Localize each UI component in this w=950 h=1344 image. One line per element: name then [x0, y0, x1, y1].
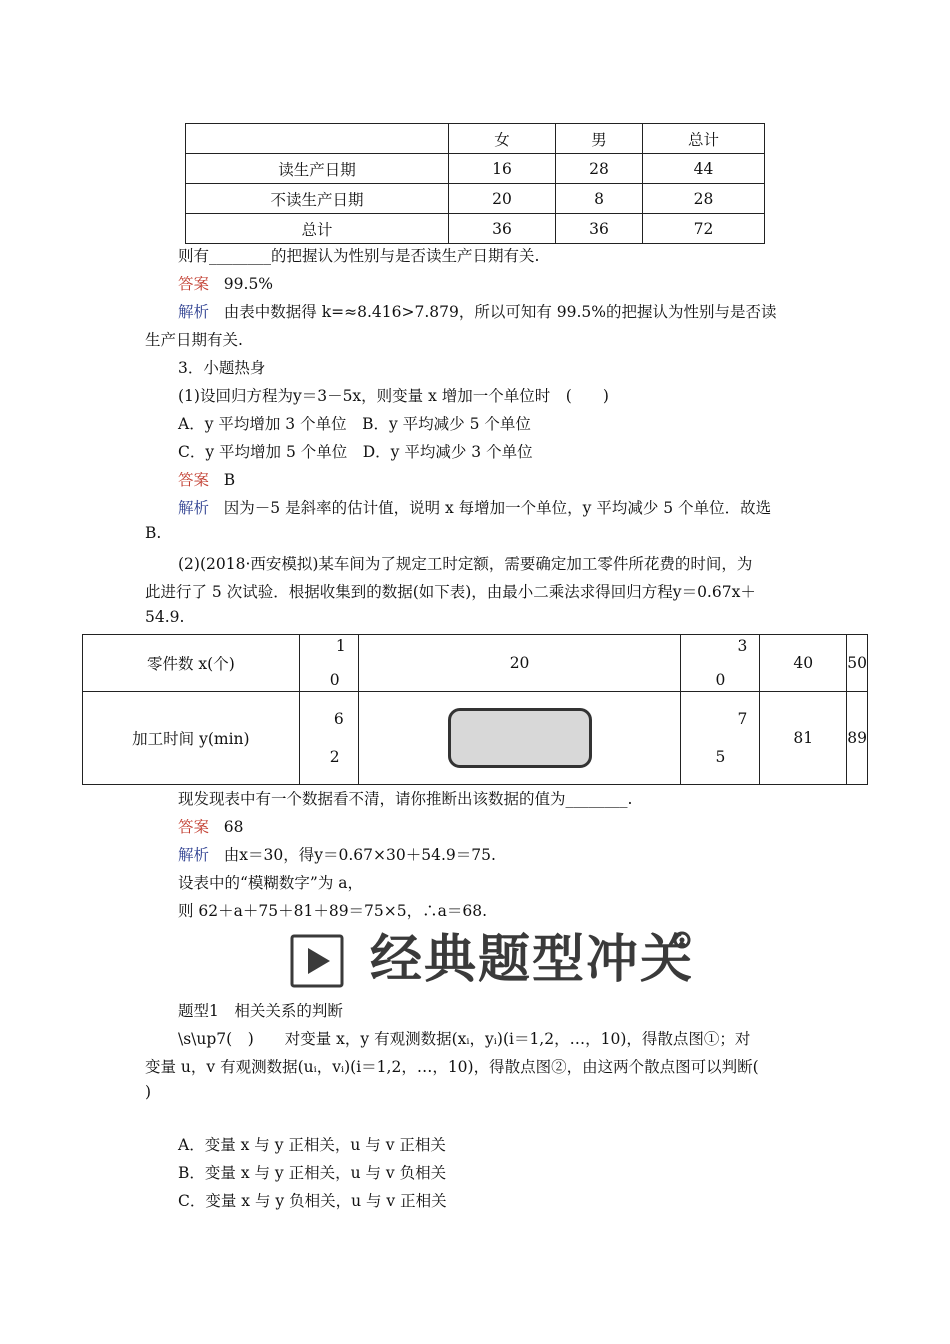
analysis-label: 解析 — [178, 846, 210, 864]
table-cell: 不读生产日期 — [186, 184, 449, 214]
example-line-1: \s\up7( ) 对变量 x，y 有观测数据(xᵢ，yᵢ)(i＝1,2，…，10)，得散点图①；对 — [178, 1030, 751, 1048]
q32-analysis-text: 由x＝30，得y＝0.67×30＋54.9＝75. — [223, 846, 496, 864]
example-option-b: B．变量 x 与 y 正相关，u 与 v 负相关 — [178, 1164, 447, 1182]
cell-digit: 0 — [715, 671, 726, 689]
table-cell: 20 — [358, 635, 681, 692]
example-line-3: ) — [145, 1083, 152, 1101]
cell-digit: 6 — [333, 710, 344, 728]
cell-digit: 2 — [329, 748, 340, 766]
table-cell: 81 — [760, 692, 847, 785]
example-line-2: 变量 u，v 有观测数据(uᵢ，vᵢ)(i＝1,2，…，10)，得散点图②，由这两个散点图可以判断( — [145, 1058, 759, 1076]
q2-answer: 99.5% — [223, 275, 274, 293]
analysis-label: 解析 — [178, 499, 210, 517]
q31-analysis-cont: B. — [145, 524, 162, 542]
table-cell: 20 — [449, 184, 556, 214]
q31-options-ab: A．y 平均增加 3 个单位 B．y 平均减少 5 个单位 — [178, 415, 531, 433]
table-header-cell — [186, 124, 449, 154]
table-cell: 16 — [449, 154, 556, 184]
answer-label: 答案 — [178, 818, 210, 836]
table-cell: 36 — [449, 214, 556, 244]
q32-stem-2: 此进行了 5 次试验．根据收集到的数据(如下表)，由最小二乘法求得回归方程y＝0.67x＋ — [145, 583, 756, 601]
table-cell: 读生产日期 — [186, 154, 449, 184]
cell-digit: 0 — [329, 671, 340, 689]
table-row — [83, 635, 868, 692]
q32-analysis-2: 设表中的“模糊数字”为 a， — [178, 874, 364, 892]
q2-analysis-line — [178, 300, 777, 322]
split-cell — [300, 635, 358, 691]
q32-answer: 68 — [223, 818, 244, 836]
table-cell: 28 — [643, 184, 765, 214]
table-cell: 44 — [643, 154, 765, 184]
table-cell — [681, 692, 760, 785]
q31-options-cd: C．y 平均增加 5 个单位 D．y 平均减少 3 个单位 — [178, 443, 533, 461]
q32-stem-3: 54.9. — [145, 608, 185, 626]
split-cell — [681, 692, 759, 784]
q32-analysis-line — [178, 843, 496, 865]
table-row — [186, 214, 765, 244]
banner-title: 经典题型冲关 — [370, 930, 695, 990]
q32-stem-1: (2)(2018·西安模拟)某车间为了规定工时定额，需要确定加工零件所花费的时间，为 — [178, 555, 753, 573]
q32-question-tail: 现发现表中有一个数据看不清，请你推断出该数据的值为________. — [178, 790, 633, 808]
q31-analysis-text: 因为－5 是斜率的估计值，说明 x 每增加一个单位，y 平均减少 5 个单位．故选 — [223, 499, 772, 517]
section-banner — [290, 928, 700, 992]
split-cell — [681, 635, 759, 691]
gender-reading-table — [185, 123, 765, 244]
q2-analysis-cont: 生产日期有关. — [145, 331, 243, 349]
section-title: 3．小题热身 — [178, 359, 266, 377]
q2-question-tail: 则有________的把握认为性别与是否读生产日期有关. — [178, 247, 540, 265]
table-cell: 89 — [847, 692, 868, 785]
blurred-data-shape — [448, 708, 592, 768]
cell-digit: 3 — [737, 637, 748, 655]
table-header-cell: 女 — [449, 124, 556, 154]
q31-answer-line — [178, 468, 235, 490]
analysis-label: 解析 — [178, 303, 210, 321]
table-header-row — [186, 124, 765, 154]
table-header-cell: 总计 — [643, 124, 765, 154]
table-row — [186, 154, 765, 184]
q31-analysis-line — [178, 496, 771, 518]
table-cell: 72 — [643, 214, 765, 244]
table-row — [186, 184, 765, 214]
table-cell: 40 — [760, 635, 847, 692]
example-option-c: C．变量 x 与 y 负相关，u 与 v 正相关 — [178, 1192, 447, 1210]
split-cell — [300, 692, 358, 784]
table-cell: 总计 — [186, 214, 449, 244]
table-cell: 36 — [556, 214, 643, 244]
cell-digit: 7 — [737, 710, 748, 728]
blurred-cell — [358, 692, 681, 785]
parts-time-table — [82, 634, 868, 785]
table-cell: 8 — [556, 184, 643, 214]
table-cell — [299, 692, 358, 785]
q32-answer-line — [178, 815, 244, 837]
answer-label: 答案 — [178, 471, 210, 489]
q2-answer-line — [178, 272, 273, 294]
cell-digit: 1 — [335, 637, 346, 655]
table-header-cell: 男 — [556, 124, 643, 154]
table-row-label: 加工时间 y(min) — [83, 692, 300, 785]
answer-label: 答案 — [178, 275, 210, 293]
q2-analysis-text: 由表中数据得 k=≈8.416>7.879，所以可知有 99.5%的把握认为性别与是否读 — [223, 303, 777, 321]
table-row-label: 零件数 x(个) — [83, 635, 300, 692]
q31-stem: (1)设回归方程为y＝3－5x，则变量 x 增加一个单位时 ( ) — [178, 387, 609, 405]
table-cell: 28 — [556, 154, 643, 184]
table-cell — [681, 635, 760, 692]
q31-answer: B — [223, 471, 236, 489]
table-cell: 50 — [847, 635, 868, 692]
table-row — [83, 692, 868, 785]
q32-analysis-3: 则 62＋a＋75＋81＋89＝75×5，∴a＝68. — [178, 902, 488, 920]
type1-title: 题型1 相关关系的判断 — [178, 1002, 343, 1020]
table-cell — [299, 635, 358, 692]
example-option-a: A．变量 x 与 y 正相关，u 与 v 正相关 — [178, 1136, 446, 1154]
cell-digit: 5 — [715, 748, 726, 766]
